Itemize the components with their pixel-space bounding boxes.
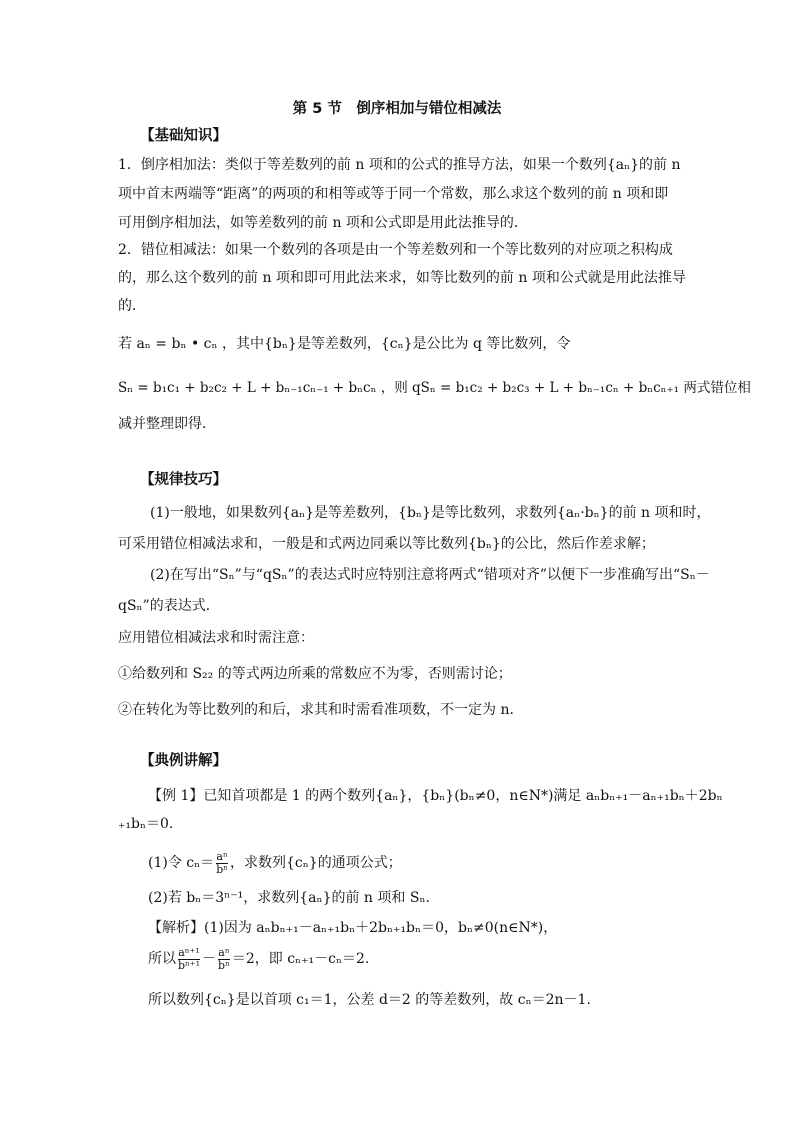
minus-sign: － — [202, 951, 217, 967]
formula-line: Sₙ = b₁c₁ + b₂c₂ + L + bₙ₋₁cₙ₋₁ + bₙcₙ ，则 qSₙ = b₁c₂ + b₂c₃ + L + bₙ₋₁cₙ + bₙcₙ₊₁ 两式错位相 — [118, 380, 751, 396]
fraction-numerator: aⁿ⁺¹ — [178, 945, 200, 959]
question-1-suffix: ，求数列{cₙ}的通项公式； — [230, 855, 402, 871]
fraction — [178, 947, 200, 972]
fraction — [216, 851, 228, 876]
text-line: 可用倒序相加法，如等差数列的前 n 项和公式即是用此法推导的． — [118, 215, 528, 231]
page-title: 第 5 节 倒序相加与错位相减法 — [292, 101, 502, 117]
question-1-prefix: (1)令 cₙ＝ — [148, 855, 215, 871]
solution-line: 【解析】(1)因为 aₙbₙ₊₁－aₙ₊₁bₙ＋2bₙ₊₁bₙ＝0，bₙ≠0(n∈N*)， — [148, 920, 558, 936]
solution-line: 所以数列{cₙ}是以首项 c₁＝1，公差 d＝2 的等差数列，故 cₙ＝2n－1. — [148, 992, 591, 1008]
solution-suffix: ＝2，即 cₙ₊₁－cₙ＝2. — [231, 951, 370, 967]
text-line: 应用错位相减法求和时需注意： — [118, 630, 314, 646]
fraction-numerator: aⁿ — [218, 945, 230, 959]
fraction-denominator: bⁿ⁺¹ — [178, 958, 201, 972]
fraction-denominator: bⁿ — [216, 862, 228, 876]
text-line: ②在转化为等比数列的和后，求其和时需看准项数，不一定为 n. — [118, 702, 514, 718]
example-statement: ₊₁bₙ＝0. — [118, 816, 174, 832]
text-line: 减并整理即得． — [118, 416, 216, 432]
fraction-denominator: bⁿ — [218, 958, 230, 972]
section-heading-basic: 【基础知识】 — [140, 128, 227, 144]
example-statement: 【例 1】已知首项都是 1 的两个数列{aₙ}，{bₙ}(bₙ≠0，n∈N*)满足 aₙbₙ₊₁－aₙ₊₁bₙ＋2bₙ — [148, 788, 723, 804]
fraction-numerator: aⁿ — [216, 849, 228, 863]
question-1 — [148, 848, 402, 878]
section-heading-examples: 【典例讲解】 — [140, 753, 227, 769]
text-line: 可采用错位相减法求和，一般是和式两边同乘以等比数列{bₙ}的公比，然后作差求解； — [118, 536, 655, 552]
solution-line — [148, 944, 369, 974]
text-line: 的，那么这个数列的前 n 项和即可用此法来求，如等比数列的前 n 项和公式就是用此法推导 — [118, 270, 686, 286]
solution-prefix: 所以 — [148, 951, 176, 967]
section-heading-tips: 【规律技巧】 — [140, 472, 227, 488]
formula-line: 若 aₙ = bₙ • cₙ ，其中{bₙ}是等差数列，{cₙ}是公比为 q 等比数列，令 — [118, 336, 571, 352]
text-line: (1)一般地，如果数列{aₙ}是等差数列，{bₙ}是等比数列，求数列{aₙ·bₙ}的前 n 项和时， — [150, 505, 711, 521]
text-line: ①给数列和 S₂₂ 的等式两边所乘的常数应不为零，否则需讨论； — [118, 666, 512, 682]
text-line: 1．倒序相加法：类似于等差数列的前 n 项和的公式的推导方法，如果一个数列{aₙ}的前 n — [118, 157, 681, 173]
question-2: (2)若 bₙ＝3ⁿ⁻¹，求数列{aₙ}的前 n 项和 Sₙ. — [148, 890, 430, 906]
fraction — [218, 947, 230, 972]
text-line: qSₙ”的表达式． — [118, 598, 220, 614]
text-line: 项中首末两端等“距离”的两项的和相等或等于同一个常数，那么求这个数列的前 n 项和即 — [118, 186, 669, 202]
text-line: 2．错位相减法：如果一个数列的各项是由一个等差数列和一个等比数列的对应项之积构成 — [118, 242, 673, 258]
text-line: (2)在写出“Sₙ”与“qSₙ”的表达式时应特别注意将两式“错项对齐”以便下一步准确写出“Sₙ－ — [150, 567, 710, 583]
text-line: 的． — [118, 298, 146, 314]
